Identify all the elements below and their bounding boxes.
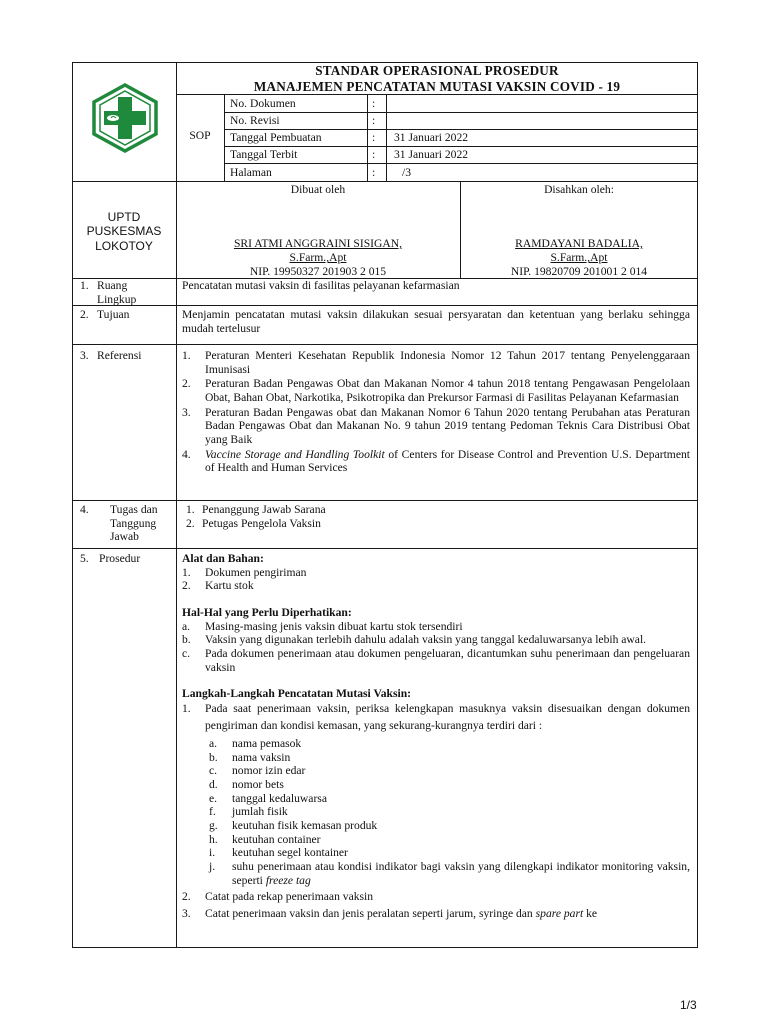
approved-by-name: RAMDAYANI BADALIA, — [515, 237, 643, 250]
list-item: a. nama pemasok — [209, 736, 302, 750]
doc-row-colon: : — [372, 114, 376, 127]
tugas-list — [186, 503, 686, 530]
made-by-nip: NIP. 19950327 201903 2 015 — [249, 265, 387, 279]
doc-row-value: 31 Januari 2022 — [394, 131, 469, 144]
list-item: a. Masing-masing jenis vaksin dibuat kartu stok tersendiri — [182, 619, 463, 633]
sub-item-list — [182, 737, 690, 887]
list-item: 3. Catat penerimaan vaksin dan jenis peralatan seperti jarum, syringe dan spare part ke — [182, 907, 598, 921]
list-item: g. keutuhan fisik kemasan produk — [209, 818, 378, 832]
approved-by-degree: S.Farm.,Apt — [550, 251, 608, 265]
doc-row-colon: : — [372, 166, 376, 179]
langkah-heading: Langkah-Langkah Pencatatan Mutasi Vaksin: — [182, 687, 412, 701]
title-line-2: MANAJEMEN PENCATATAN MUTASI VAKSIN COVID - 19 — [253, 78, 621, 94]
made-by-name: SRI ATMI ANGGRAINI SISIGAN, — [233, 237, 403, 250]
org-line-1: UPTD — [107, 210, 141, 224]
approved-by-block — [460, 183, 698, 197]
hal-heading: Hal-Hal yang Perlu Diperhatikan: — [182, 606, 352, 620]
doc-row-label: Tanggal Pembuatan — [230, 131, 322, 144]
doc-row-label: Tanggal Terbit — [230, 148, 298, 161]
list-item: 4. Vaccine Storage and Handling Toolkit of Centers for Disease Control and Prevention U.S. Department of Health and Human Services — [182, 447, 690, 475]
doc-row-colon: : — [372, 148, 376, 161]
approved-by-label: Disahkan oleh: — [544, 183, 614, 196]
alat-heading: Alat dan Bahan: — [182, 552, 264, 565]
approved-by-sign — [460, 237, 698, 279]
list-item: i. keutuhan segel kontainer — [209, 846, 348, 860]
doc-row-label: No. Revisi — [230, 114, 280, 127]
doc-row-colon: : — [372, 131, 376, 144]
section-label-tujuan: 2. Tujuan — [80, 308, 130, 321]
title-line-1: STANDAR OPERASIONAL PROSEDUR — [315, 63, 559, 78]
list-item: c. Pada dokumen penerimaan atau dokumen pengeluaran, dicantumkan suhu penerimaan dan pengeluaran vaksin — [182, 647, 690, 674]
made-by-block — [176, 183, 460, 197]
doc-row-value: 31 Januari 2022 — [394, 148, 469, 161]
section-text-tujuan: Menjamin pencatatan mutasi vaksin dilakukan sesuai persyaratan dan ketentuan yang berlaku sehingga mudah tertelusur — [182, 308, 690, 335]
doc-row-label: No. Dokumen — [230, 97, 296, 110]
list-item: d. nomor bets — [209, 777, 284, 791]
puskesmas-logo-icon — [91, 83, 159, 153]
org-line-2: PUSKESMAS — [86, 224, 162, 239]
doc-row-label: Halaman — [230, 166, 272, 179]
page-number: 1/3 — [680, 998, 697, 1012]
referensi-list — [182, 349, 690, 475]
list-item: 1. Penanggung Jawab Sarana — [186, 503, 326, 516]
sop-title — [176, 63, 698, 94]
list-item: 3. Peraturan Badan Pengawas obat dan Makanan Nomor 6 Tahun 2020 tentang Perubahan atas Peraturan Badan Pengawas Obat dan Makanan No. 9 tahun 2019 tentang Pedoman Teknis Cara Distribusi Obat yang Baik — [182, 405, 690, 447]
approved-by-nip: NIP. 19820709 201001 2 014 — [510, 265, 648, 279]
made-by-sign — [176, 237, 460, 279]
section-text-ruang: Pencatatan mutasi vaksin di fasilitas pelayanan kefarmasian — [182, 279, 460, 292]
doc-row-colon: : — [372, 97, 376, 110]
list-item: 2. Peraturan Badan Pengawas Obat dan Makanan Nomor 4 tahun 2018 tentang Pengawasan Pengelolaan Obat, Bahan Obat, Narkotika, Psikotropika dan Prekursor Farmasi di Fasilitas Pelayanan Kefarmasian — [182, 377, 690, 405]
list-item: f. jumlah fisik — [209, 805, 288, 819]
list-item: c. nomor izin edar — [209, 764, 306, 778]
list-item: 1. Dokumen pengiriman — [182, 565, 307, 579]
org-line-3: LOKOTOY — [95, 238, 153, 253]
section-label-ruang: 1. Ruang Lingkup — [80, 279, 137, 306]
org-name — [72, 210, 176, 253]
list-item: 1. Pada saat penerimaan vaksin, periksa kelengkapan masuknya vaksin disesuaikan dengan dokumen pengiriman dan kondisi kemasan, yang sekurang-kurangnya terdiri dari : — [182, 702, 690, 732]
list-item: b. nama vaksin — [209, 750, 291, 764]
list-item: j. suhu penerimaan atau kondisi indikator bagi vaksin yang dilengkapi indikator monitoring vaksin, seperti freeze tag — [209, 860, 690, 887]
list-item: 2. Petugas Pengelola Vaksin — [186, 516, 321, 530]
section-label-prosedur: 5. Prosedur — [80, 552, 141, 565]
doc-row-value: /3 — [402, 166, 412, 179]
section-label-referensi: 3. Referensi — [80, 349, 142, 362]
list-item: 2. Catat pada rekap penerimaan vaksin — [182, 890, 374, 904]
prosedur-content — [182, 552, 690, 921]
made-by-label: Dibuat oleh — [290, 183, 346, 196]
list-item: b. Vaksin yang digunakan terlebih dahulu adalah vaksin yang tanggal kedaluwarsanya lebih awal. — [182, 633, 647, 647]
list-item: e. tanggal kedaluwarsa — [209, 791, 327, 805]
sop-label: SOP — [189, 129, 211, 142]
made-by-degree: S.Farm.,Apt — [289, 251, 347, 265]
list-item: h. keutuhan container — [209, 832, 321, 846]
list-item: 2. Kartu stok — [182, 579, 254, 593]
section-label-tugas: 4. Tugas dan Tanggung Jawab — [80, 503, 158, 544]
list-item: 1. Peraturan Menteri Kesehatan Republik Indonesia Nomor 12 Tahun 2017 tentang Penyelenggaraan Imunisasi — [182, 349, 690, 376]
